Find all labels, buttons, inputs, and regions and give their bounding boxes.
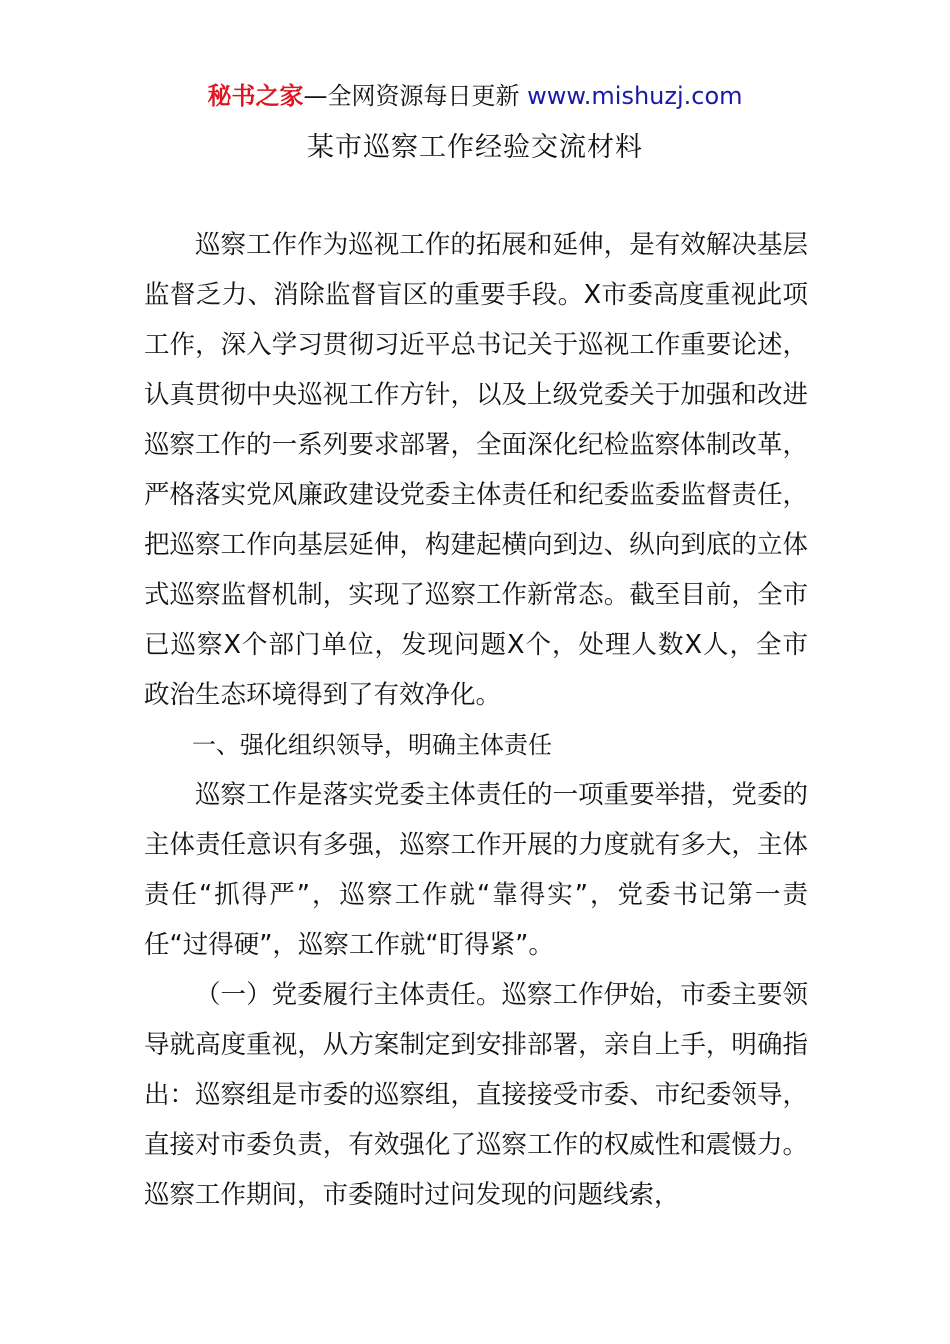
intro-paragraph: 巡察工作作为巡视工作的拓展和延伸，是有效解决基层监督乏力、消除监督盲区的重要手段。X市委高度重视此项工作，深入学习贯彻习近平总书记关于巡视工作重要论述，认真贯彻中央巡视工作方针，以及上级党委关于加强和改进巡察工作的一系列要求部署，全面深化纪检监察体制改革，严格落实党风廉政建设党委主体责任和纪委监委监督责任，把巡察工作向基层延伸，构建起横向到边、纵向到底的立体式巡察监督机制，实现了巡察工作新常态。截至目前，全市已巡察X个部门单位，发现问题X个，处理人数X人，全市政治生态环境得到了有效净化。 (144, 230, 808, 710)
site-header (0, 80, 950, 112)
section1-sub1-paragraph: （一）党委履行主体责任。巡察工作伊始，市委主要领导就高度重视，从方案制定到安排部署，亲自上手，明确指出：巡察组是市委的巡察组，直接接受市委、市纪委领导，直接对市委负责，有效强化了巡察工作的权威性和震慑力。巡察工作期间，市委随时过问发现的问题线索， (144, 980, 808, 1210)
site-tagline: —全网资源每日更新 (303, 82, 520, 110)
section-heading-1: 一、强化组织领导，明确主体责任 (192, 731, 552, 759)
document-body (144, 220, 808, 1220)
section1-intro-paragraph: 巡察工作是落实党委主体责任的一项重要举措，党委的主体责任意识有多强，巡察工作开展的力度就有多大，主体责任“抓得严”，巡察工作就“靠得实”，党委书记第一责任“过得硬”，巡察工作就“盯得紧”。 (144, 780, 808, 960)
document-title: 某市巡察工作经验交流材料 (307, 132, 643, 163)
site-brand: 秘书之家 (207, 82, 304, 110)
site-url-link[interactable]: www.mishuzj.com (527, 82, 743, 110)
